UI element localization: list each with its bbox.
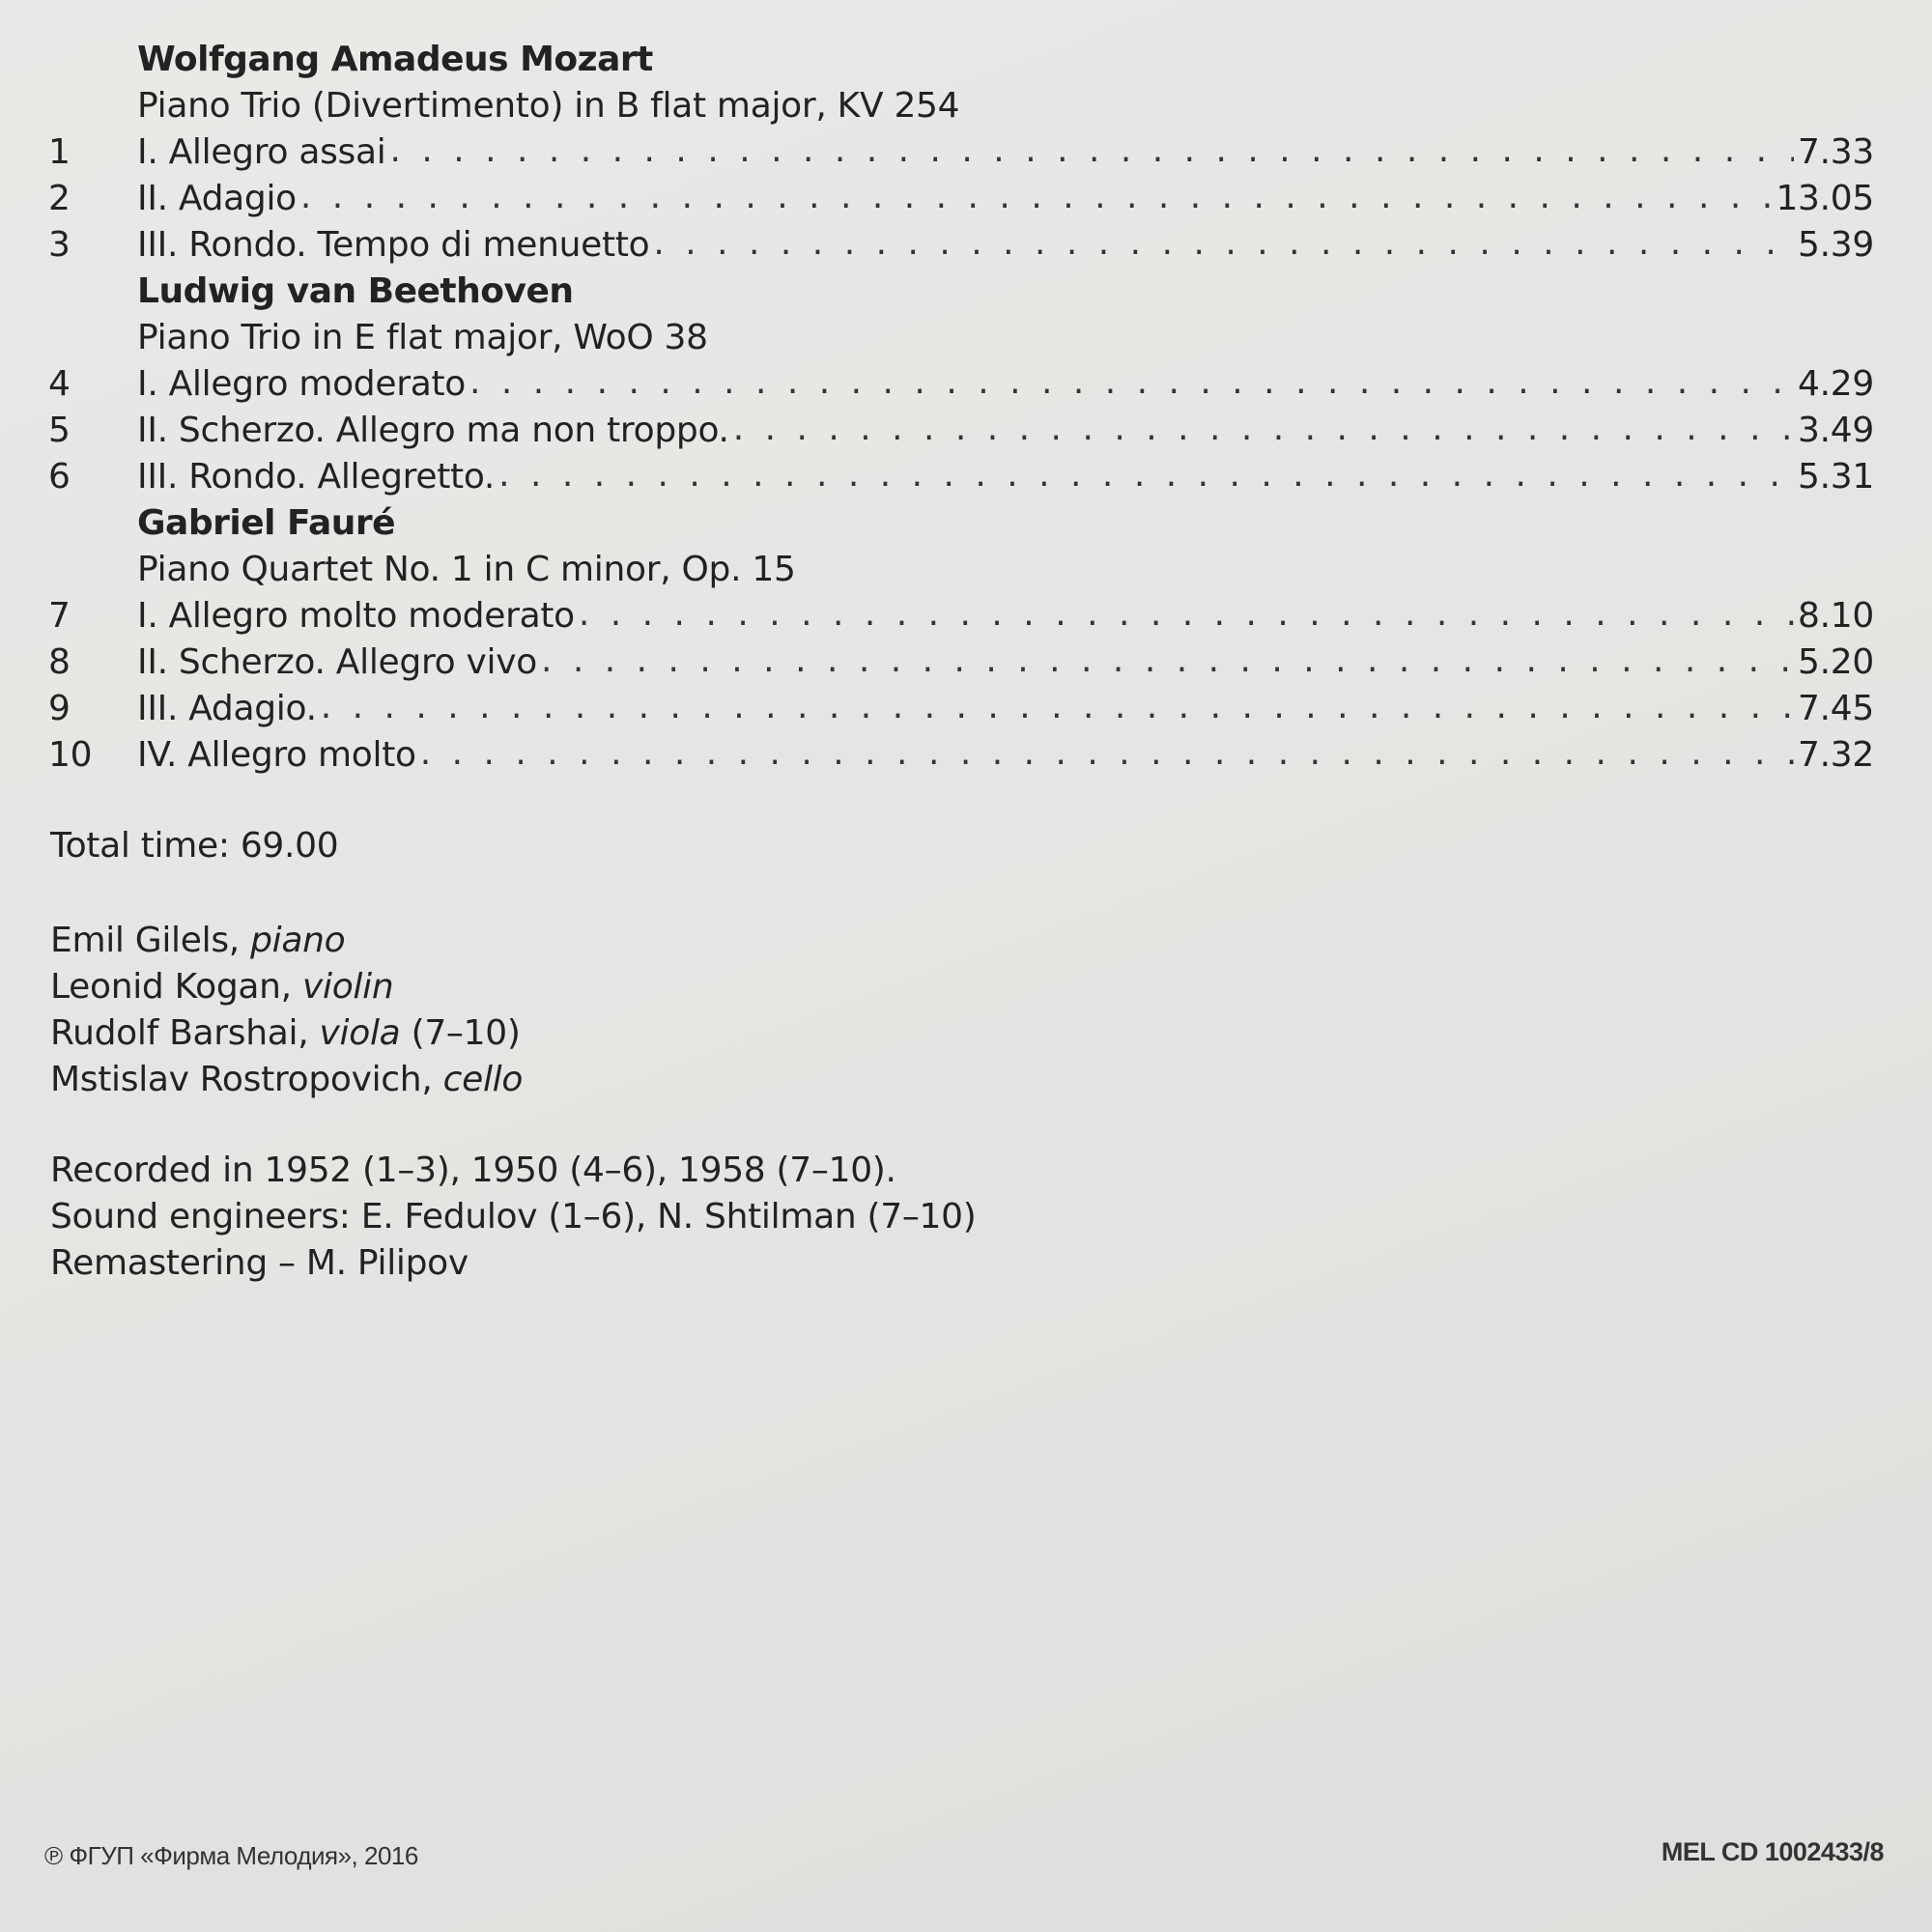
track-row xyxy=(48,639,1874,686)
track-duration: 7.45 xyxy=(1798,689,1874,728)
performer xyxy=(50,964,523,1010)
track-row xyxy=(48,361,1874,408)
dot-leader xyxy=(321,684,1794,730)
performer xyxy=(50,1010,523,1057)
performer-instrument: piano xyxy=(250,921,346,960)
dot-leader xyxy=(420,730,1794,777)
track-title: III. Rondo. Allegretto. xyxy=(137,457,496,497)
total-time xyxy=(50,823,338,869)
performers-list xyxy=(50,918,523,1103)
track-duration: 5.20 xyxy=(1798,642,1874,682)
track-title: I. Allegro moderato xyxy=(137,364,467,404)
dot-leader xyxy=(389,128,1794,174)
track-title: IV. Allegro molto xyxy=(137,735,416,775)
composer-mozart: Wolfgang Amadeus Mozart xyxy=(137,40,653,79)
recorded-note: Recorded in 1952 (1–3), 1950 (4–6), 1958 (7–10). xyxy=(50,1151,896,1190)
track-duration: 7.32 xyxy=(1798,735,1874,775)
dot-leader xyxy=(579,591,1794,638)
work-mozart: Piano Trio (Divertimento) in B flat major, KV 254 xyxy=(137,86,960,126)
track-title: I. Allegro molto moderato xyxy=(137,596,575,636)
track-number: 2 xyxy=(48,179,71,218)
track-duration: 13.05 xyxy=(1776,179,1874,218)
sound-engineers: Sound engineers: E. Fedulov (1–6), N. Shtilman (7–10) xyxy=(50,1197,977,1236)
track-row xyxy=(48,686,1874,732)
track-row xyxy=(48,408,1874,454)
work-beethoven: Piano Trio in E flat major, WoO 38 xyxy=(137,318,708,357)
track-number: 6 xyxy=(48,457,71,497)
track-duration: 7.33 xyxy=(1798,132,1874,172)
track-duration: 5.39 xyxy=(1798,225,1874,265)
track-number: 5 xyxy=(48,411,71,450)
performer-note: (7–10) xyxy=(411,1013,521,1053)
track-duration: 4.29 xyxy=(1798,364,1874,404)
track-duration: 5.31 xyxy=(1798,457,1874,497)
track-title: I. Allegro assai xyxy=(137,132,386,172)
performer-instrument: viola xyxy=(319,1013,401,1053)
dot-leader xyxy=(469,359,1794,406)
composer-faure: Gabriel Fauré xyxy=(137,503,396,543)
dot-leader xyxy=(498,452,1794,498)
track-row xyxy=(48,593,1874,639)
track-number: 1 xyxy=(48,132,71,172)
performer-name: Emil Gilels, xyxy=(50,921,240,960)
track-number: 7 xyxy=(48,596,71,636)
track-duration: 8.10 xyxy=(1798,596,1874,636)
performer-instrument: cello xyxy=(442,1060,524,1099)
remastering: Remastering – M. Pilipov xyxy=(50,1243,469,1283)
track-title: II. Scherzo. Allegro vivo xyxy=(137,642,537,682)
performer-name: Mstislav Rostropovich, xyxy=(50,1060,433,1099)
track-row xyxy=(48,732,1874,779)
track-number: 9 xyxy=(48,689,71,728)
track-title: II. Adagio xyxy=(137,179,297,218)
track-number: 4 xyxy=(48,364,71,404)
dot-leader xyxy=(653,220,1794,267)
dot-leader xyxy=(733,406,1794,452)
track-number: 3 xyxy=(48,225,71,265)
track-row xyxy=(48,129,1874,176)
catalog-number: MEL CD 1002433/8 xyxy=(1661,1837,1884,1866)
track-number: 8 xyxy=(48,642,71,682)
track-duration: 3.49 xyxy=(1798,411,1874,450)
track-row xyxy=(48,222,1874,269)
performer xyxy=(50,918,523,964)
tracklist xyxy=(48,37,1874,779)
performer-instrument: violin xyxy=(301,967,394,1007)
track-title: III. Adagio. xyxy=(137,689,317,728)
track-row xyxy=(48,176,1874,222)
track-number: 10 xyxy=(48,735,93,775)
work-faure: Piano Quartet No. 1 in C minor, Op. 15 xyxy=(137,550,796,589)
copyright-notice: ℗ ФГУП «Фирма Мелодия», 2016 xyxy=(44,1841,418,1870)
composer-beethoven: Ludwig van Beethoven xyxy=(137,271,574,311)
dot-leader xyxy=(300,174,1773,220)
total-time-text: Total time: 69.00 xyxy=(50,826,339,866)
track-title: II. Scherzo. Allegro ma non troppo. xyxy=(137,411,729,450)
performer-name: Rudolf Barshai, xyxy=(50,1013,309,1053)
dot-leader xyxy=(541,638,1794,684)
track-row xyxy=(48,454,1874,500)
performer xyxy=(50,1057,523,1103)
performer-name: Leonid Kogan, xyxy=(50,967,292,1007)
credits xyxy=(50,1148,977,1287)
track-title: III. Rondo. Tempo di menuetto xyxy=(137,225,650,265)
